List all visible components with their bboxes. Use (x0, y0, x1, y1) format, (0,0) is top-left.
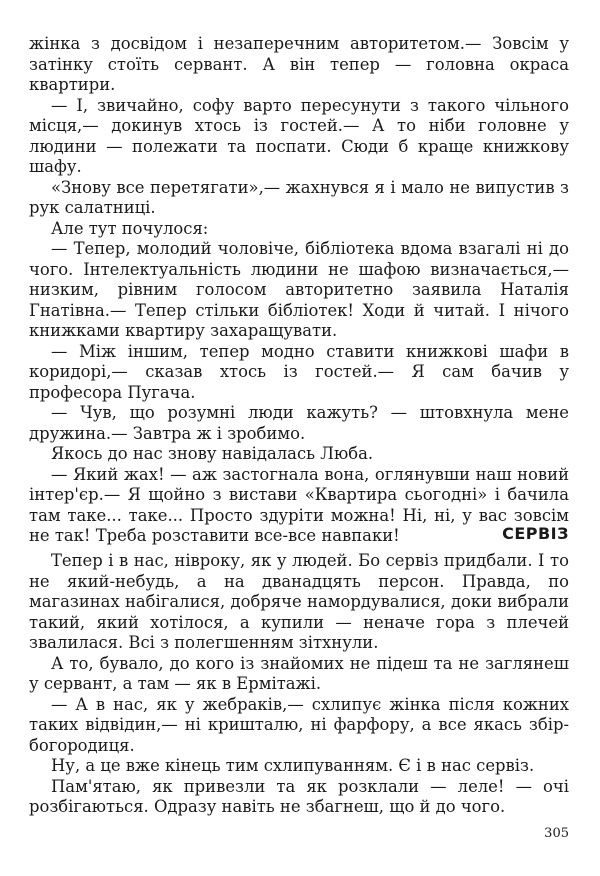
section-text-block (29, 551, 569, 818)
paragraph: Але тут почулося: (51, 218, 209, 238)
paragraph: — Який жах! — аж застогнала вона, оглянувши наш новий інтер'єр.— Я щойно з вистави «Квартира сьогодні» і бачила там таке... таке... Просто здуріти можна! Ні, ні, у вас зовсім не так! Треба розставити все-все навпаки! (29, 464, 569, 545)
paragraph: — Чув, що розумні люди кажуть? — штовхнула мене дружина.— Завтра ж і зробимо. (29, 403, 569, 443)
paragraph: — Тепер, молодий чоловіче, бібліотека вдома взагалі ні до чого. Інтелектуальність людини не шафою визначається,— низким, рівним голосом авторитетно заявила Наталія Гнатівна.— Тепер стільки бібліотек! Ходи й читай. І нічого книжками квартиру захаращувати. (29, 239, 569, 340)
paragraph: Тепер і в нас, нівроку, як у людей. Бо сервіз придбали. І то не який-небудь, а на дванадцять персон. Правда, по магазинах набігалися, добряче намордувалися, доки вибрали такий, який хотілося, а купили — неначе гора з плечей звалилася. Всі з полегшенням зітхнули. (29, 551, 569, 652)
paragraph: жінка з досвідом і незаперечним авторитетом.— Зовсім у затінку стоїть сервант. А він тепер — головна окраса квартири. (29, 34, 569, 94)
paragraph: Пам'ятаю, як привезли та як розклали — леле! — очі розбігаються. Одразу навіть не збагнеш, що й до чого. (29, 776, 569, 816)
page-number: 305 (544, 826, 569, 841)
paragraph: Якось до нас знову навідалась Люба. (51, 444, 374, 463)
section-title: СЕРВІЗ (502, 524, 569, 543)
top-text-block (29, 34, 569, 547)
paragraph: — А в нас, як у жебраків,— схлипує жінка після кожних таких відвідин,— ні кришталю, ні фарфору, а все якась збір-богородиця. (29, 694, 569, 755)
paragraph: А то, бувало, до кого із знайомих не підеш та не заглянеш у сервант, а там — як в Ермітажі. (29, 653, 569, 693)
paragraph: Ну, а це вже кінець тим схлипуванням. Є і в нас сервіз. (51, 756, 535, 775)
paragraph: — І, звичайно, софу варто пересунути з такого чільного місця,— докинув хтось із гостей.— А то ніби головне у людини — полежати та поспати. Сюди б краще книжкову шафу. (29, 95, 569, 176)
paragraph: — Між іншим, тепер модно ставити книжкові шафи в коридорі,— сказав хтось із гостей.— Я сам бачив у професора Пугача. (29, 341, 569, 402)
paragraph: «Знову все перетягати»,— жахнувся я і мало не випустив з рук салатниці. (29, 177, 569, 217)
